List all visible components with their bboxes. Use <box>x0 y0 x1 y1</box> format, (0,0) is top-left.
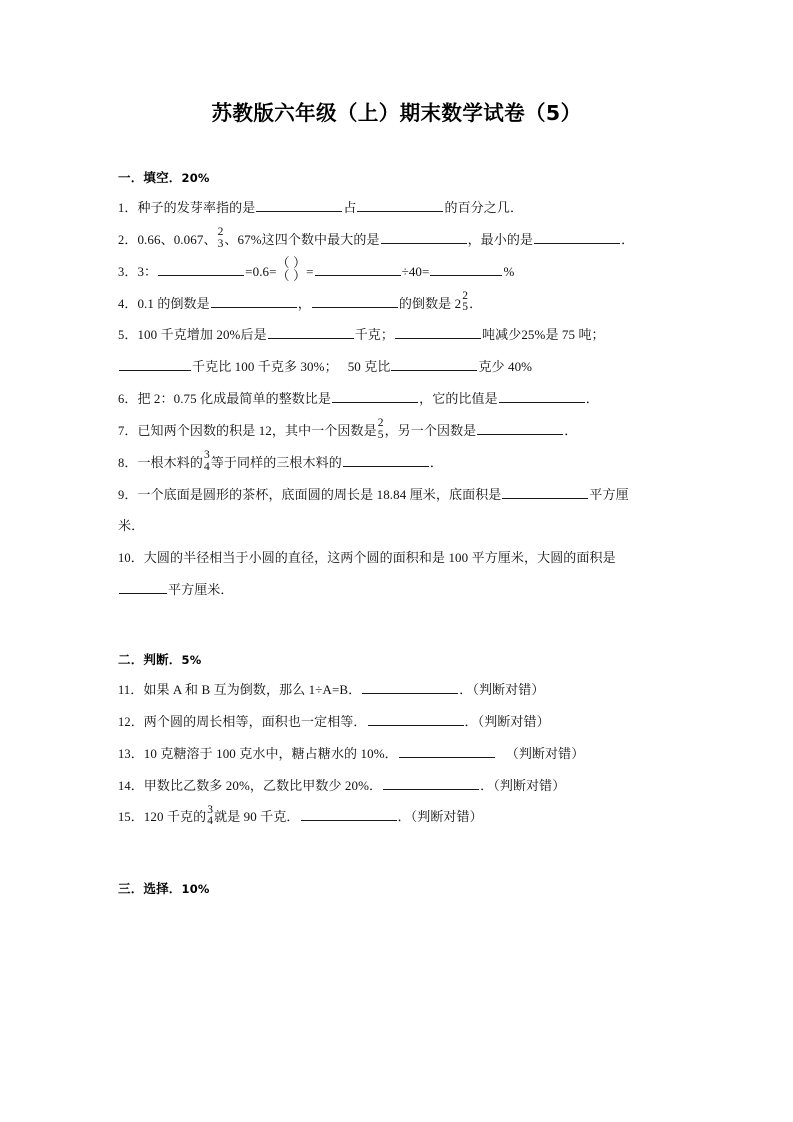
question-6-blank-2[interactable] <box>499 389 585 403</box>
question-7-blank-1[interactable] <box>477 421 563 435</box>
section-2-percent: 5% <box>181 652 202 667</box>
exam-content <box>118 126 653 897</box>
question-12 <box>118 706 653 738</box>
fraction-numerator: 3 <box>207 803 214 816</box>
question-10-blank-1[interactable] <box>119 580 167 594</box>
question-4-fraction-two-fifths <box>462 291 468 314</box>
question-1-blank-1[interactable] <box>256 198 342 212</box>
question-5-blank-4[interactable] <box>391 357 477 371</box>
question-2-number: 2 <box>118 232 125 247</box>
fraction-numerator: 2 <box>462 289 469 302</box>
question-2-text-c: ，最小的是 <box>467 231 534 247</box>
section-1-percent: 20% <box>181 171 210 185</box>
question-12-number: 12 <box>118 714 131 729</box>
question-4-text-c: 的倒数是 2 <box>398 295 462 311</box>
question-2-fraction-two-thirds <box>218 227 224 250</box>
question-7-fraction-two-fifths <box>378 418 384 441</box>
question-5-text-b: 千克； <box>354 327 395 343</box>
question-3-text-b: =0.6= <box>245 263 277 279</box>
question-12-text-a: ．两个圆的周长相等，面积也一定相等． <box>130 713 367 729</box>
question-6-text-b: ，它的比值是 <box>419 391 498 407</box>
fraction-denominator: 4 <box>207 815 214 828</box>
section-heading-fill-in-blank <box>118 168 653 186</box>
question-5-text-d: 千克比 100 千克多 30%； <box>192 359 338 375</box>
question-5-blank-1[interactable] <box>268 325 354 339</box>
question-9-text-b: 平方厘米． <box>118 486 629 534</box>
question-10-text-b: 平方厘米． <box>168 582 234 598</box>
paren-fraction-denominator: （ ） <box>276 267 307 283</box>
question-5 <box>118 319 653 383</box>
question-5-text-f: 克少 40% <box>478 359 533 375</box>
question-15 <box>118 801 653 833</box>
question-6 <box>118 383 653 415</box>
question-3 <box>118 256 653 288</box>
question-9-blank-1[interactable] <box>502 485 588 499</box>
question-3-blank-2[interactable] <box>315 262 401 276</box>
question-14-blank-1[interactable] <box>383 776 479 790</box>
question-15-blank-1[interactable] <box>301 807 397 821</box>
question-12-text-b: ．（判断对错） <box>464 713 550 729</box>
question-3-text-d: ÷40= <box>401 263 430 279</box>
question-1-blank-2[interactable] <box>357 198 443 212</box>
question-3-blank-3[interactable] <box>430 262 502 276</box>
question-4-number: 4 <box>118 296 125 311</box>
question-5-text-a: ．100 千克增加 20%后是 <box>124 327 267 343</box>
fraction-numerator: 2 <box>217 226 224 239</box>
question-11-text-a: ．如果 A 和 B 互为倒数，那么 1÷A=B． <box>130 681 362 697</box>
question-8-fraction-three-quarters <box>204 450 210 473</box>
question-4-blank-2[interactable] <box>312 294 398 308</box>
question-7-text-a: ．已知两个因数的积是 12，其中一个因数是 <box>124 422 377 438</box>
question-11 <box>118 674 653 706</box>
paren-fraction-numerator: （ ） <box>276 254 307 270</box>
question-6-blank-1[interactable] <box>332 389 418 403</box>
question-13-number: 13 <box>118 746 131 761</box>
question-2-blank-1[interactable] <box>381 230 467 244</box>
question-14-number: 14 <box>118 778 131 793</box>
question-2-text-d: ． <box>621 231 635 247</box>
section-2-label: 二．判断． <box>118 651 182 667</box>
question-4-blank-1[interactable] <box>211 294 297 308</box>
question-13-text-a: ．10 克糖溶于 100 克水中，糖占糖水的 10%． <box>130 745 398 761</box>
question-6-text-c: ． <box>585 391 599 407</box>
question-13 <box>118 738 653 770</box>
question-4-text-a: ．0.1 的倒数是 <box>124 295 210 311</box>
question-2-text-a: ．0.66、0.067、 <box>124 231 217 247</box>
question-6-text-a: ．把 2：0.75 化成最简单的整数比是 <box>124 391 332 407</box>
question-2 <box>118 224 653 256</box>
question-14 <box>118 770 653 802</box>
question-9-number: 9 <box>118 487 125 502</box>
question-3-blank-1[interactable] <box>158 262 244 276</box>
question-11-blank-1[interactable] <box>362 680 458 694</box>
fraction-denominator: 4 <box>203 460 210 473</box>
question-5-number: 5 <box>118 328 125 343</box>
question-4-text-b: ， <box>297 295 311 311</box>
question-15-text-c: ．（判断对错） <box>397 809 483 825</box>
question-11-text-b: ．（判断对错） <box>459 681 545 697</box>
page-title: 苏教版六年级（上）期末数学试卷（5） <box>211 101 582 125</box>
question-1-text-a: ．种子的发芽率指的是 <box>124 200 256 215</box>
question-14-text-b: ．（判断对错） <box>480 777 566 793</box>
question-15-text-a: ．120 千克的 <box>130 809 207 825</box>
question-10 <box>118 542 653 606</box>
question-4-text-d: ． <box>469 295 483 311</box>
question-15-number: 15 <box>118 810 131 825</box>
question-8-text-b: 等于同样的三根木料的 <box>210 454 342 470</box>
section-heading-multiple-choice <box>118 879 653 897</box>
question-8-text-a: ．一根木料的 <box>124 454 203 470</box>
question-1-text-b: 占 <box>343 200 357 215</box>
question-10-number: 10 <box>118 551 131 566</box>
question-10-text-a: ．大圆的半径相当于小圆的直径，这两个圆的面积和是 100 平方厘米，大圆的面积是 <box>130 550 616 566</box>
fraction-numerator: 2 <box>377 417 384 430</box>
section-3-label: 三．选择． <box>118 881 182 897</box>
question-3-text-a: ．3： <box>124 263 158 279</box>
question-12-blank-1[interactable] <box>368 712 464 726</box>
question-8-text-c: ． <box>429 454 443 470</box>
question-3-number: 3 <box>118 264 125 279</box>
fraction-denominator: 5 <box>462 301 469 314</box>
question-5-blank-3[interactable] <box>119 357 191 371</box>
question-8 <box>118 447 653 479</box>
question-4 <box>118 288 653 320</box>
section-3-percent: 10% <box>181 882 210 897</box>
question-9-text-a: ．一个底面是圆形的茶杯，底面圆的周长是 18.84 厘米，底面积是 <box>124 486 502 502</box>
question-7-text-b: ，另一个因数是 <box>384 422 477 438</box>
fraction-numerator: 3 <box>203 449 210 462</box>
question-1-text-c: 的百分之几． <box>444 200 524 215</box>
question-1 <box>118 192 653 224</box>
question-11-number: 11 <box>118 682 131 697</box>
question-8-blank-1[interactable] <box>343 453 429 467</box>
question-5-blank-2[interactable] <box>395 325 481 339</box>
question-1-number: 1 <box>118 201 125 215</box>
question-2-blank-2[interactable] <box>534 230 620 244</box>
question-3-paren-fraction[interactable] <box>277 256 307 282</box>
section-heading-true-false <box>118 650 653 668</box>
question-2-text-b: 、67%这四个数中最大的是 <box>224 231 380 247</box>
question-13-blank-1[interactable] <box>399 744 495 758</box>
question-15-text-b: 就是 90 千克． <box>214 809 300 825</box>
question-5-text-c: 吨减少25%是 75 吨； <box>482 327 605 343</box>
question-8-number: 8 <box>118 455 125 470</box>
section-1-label: 一．填空． <box>118 170 182 185</box>
question-6-number: 6 <box>118 392 125 407</box>
question-13-text-b: （判断对错） <box>505 745 585 761</box>
question-3-text-e: % <box>503 263 515 279</box>
question-7-text-c: ． <box>564 422 578 438</box>
fraction-denominator: 5 <box>377 428 384 441</box>
question-3-text-c: = <box>306 263 314 279</box>
question-14-text-a: ．甲数比乙数多 20%，乙数比甲数少 20%． <box>130 777 383 793</box>
question-7 <box>118 415 653 447</box>
question-15-fraction-three-quarters <box>207 805 213 828</box>
question-5-text-e: 50 克比 <box>347 359 391 375</box>
question-7-number: 7 <box>118 423 125 438</box>
question-9 <box>118 479 653 543</box>
fraction-denominator: 3 <box>217 237 224 250</box>
